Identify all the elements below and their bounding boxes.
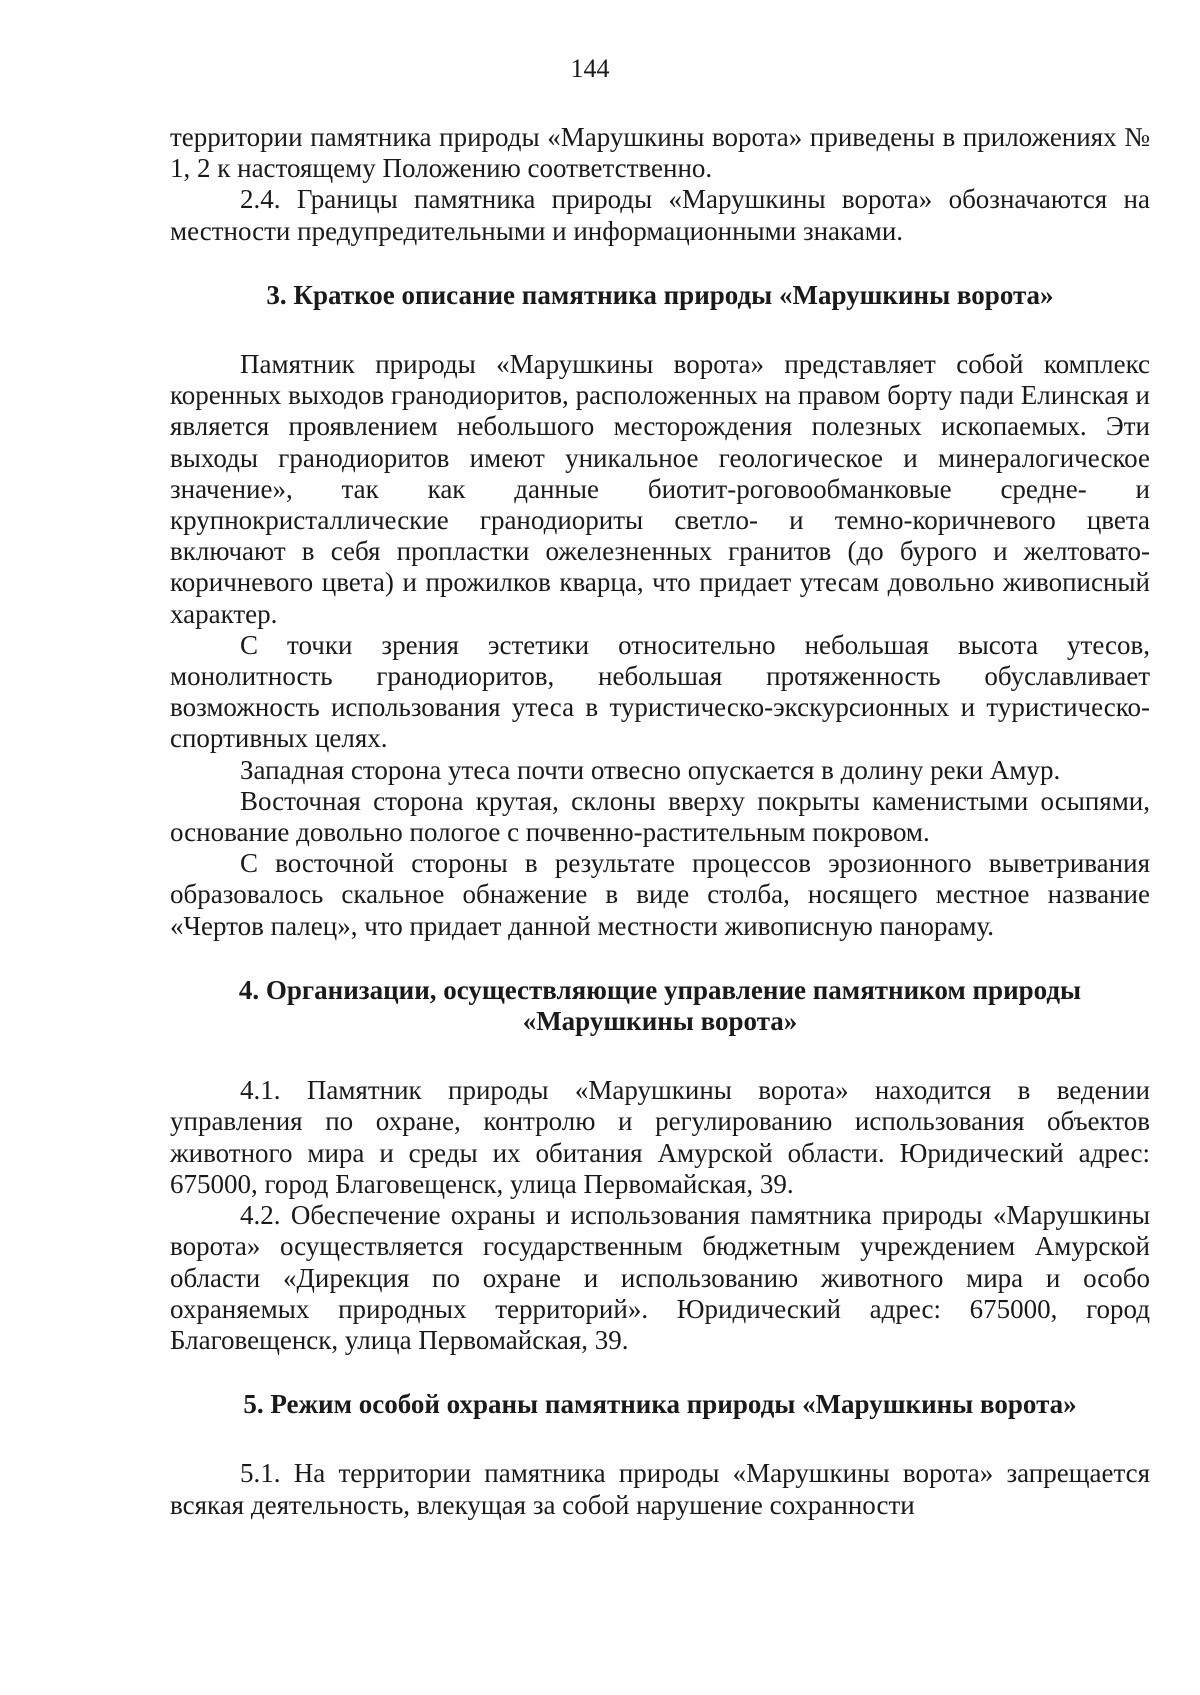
paragraph: Западная сторона утеса почти отвесно опускается в долину реки Амур. bbox=[240, 754, 1061, 785]
document-body bbox=[170, 122, 1150, 1521]
paragraph: Восточная сторона крутая, склоны вверху покрыты каменистыми осыпями, основание довольно пологое с почвенно-растительным покровом. bbox=[170, 785, 1150, 848]
paragraph: С точки зрения эстетики относительно небольшая высота утесов, монолитность гранодиоритов, небольшая протяженность обуславливает возможность использования утеса в туристическо-экскурсионных и туристическо-спортивных целях. bbox=[170, 629, 1150, 754]
section-heading-3: 3. Краткое описание памятника природы «Марушкины ворота» bbox=[266, 279, 1054, 310]
section-heading-5: 5. Режим особой охраны памятника природы «Марушкины ворота» bbox=[243, 1389, 1077, 1420]
section-heading-4: 4. Организации, осуществляющие управление памятником природы «Марушкины ворота» bbox=[238, 974, 1082, 1037]
paragraph: территории памятника природы «Марушкины ворота» приведены в приложениях № 1, 2 к настоящему Положению соответственно. bbox=[170, 122, 1150, 184]
page-number: 144 bbox=[570, 54, 610, 83]
paragraph: С восточной стороны в результате процессов эрозионного выветривания образовалось скальное обнажение в виде столба, носящего местное название «Чертов палец», что придает данной местности живописную панораму. bbox=[170, 848, 1150, 941]
paragraph-2-4: 2.4. Границы памятника природы «Марушкины ворота» обозначаются на местности предупредительными и информационными знаками. bbox=[170, 184, 1150, 246]
paragraph-4-2: 4.2. Обеспечение охраны и использования памятника природы «Марушкины ворота» осуществляется государственным бюджетным учреждением Амурской области «Дирекция по охране и использованию животного мира и особо охраняемых природных территорий». Юридический адрес: 675000, город Благовещенск, улица Первомайская, 39. bbox=[170, 1200, 1150, 1355]
paragraph: Памятник природы «Марушкины ворота» представляет собой комплекс коренных выходов гранодиоритов, расположенных на правом борту пади Елинская и является проявлением небольшого месторождения полезных ископаемых. Эти выходы гранодиоритов имеют уникальное геологическое и минералогическое значение», так как данные биотит-роговообманковые средне- и крупнокристаллические гранодиориты светло- и темно-коричневого цвета включают в себя пропластки ожелезненных гранитов (до бурого и желтовато-коричневого цвета) и прожилков кварца, что придает утесам довольно живописный характер. bbox=[170, 349, 1150, 629]
paragraph-4-1: 4.1. Памятник природы «Марушкины ворота» находится в ведении управления по охране, контролю и регулированию использования объектов животного мира и среды их обитания Амурской области. Юридический адрес: 675000, город Благовещенск, улица Первомайская, 39. bbox=[170, 1075, 1150, 1199]
paragraph-5-1: 5.1. На территории памятника природы «Марушкины ворота» запрещается всякая деятельность, влекущая за собой нарушение сохранности bbox=[170, 1458, 1150, 1520]
